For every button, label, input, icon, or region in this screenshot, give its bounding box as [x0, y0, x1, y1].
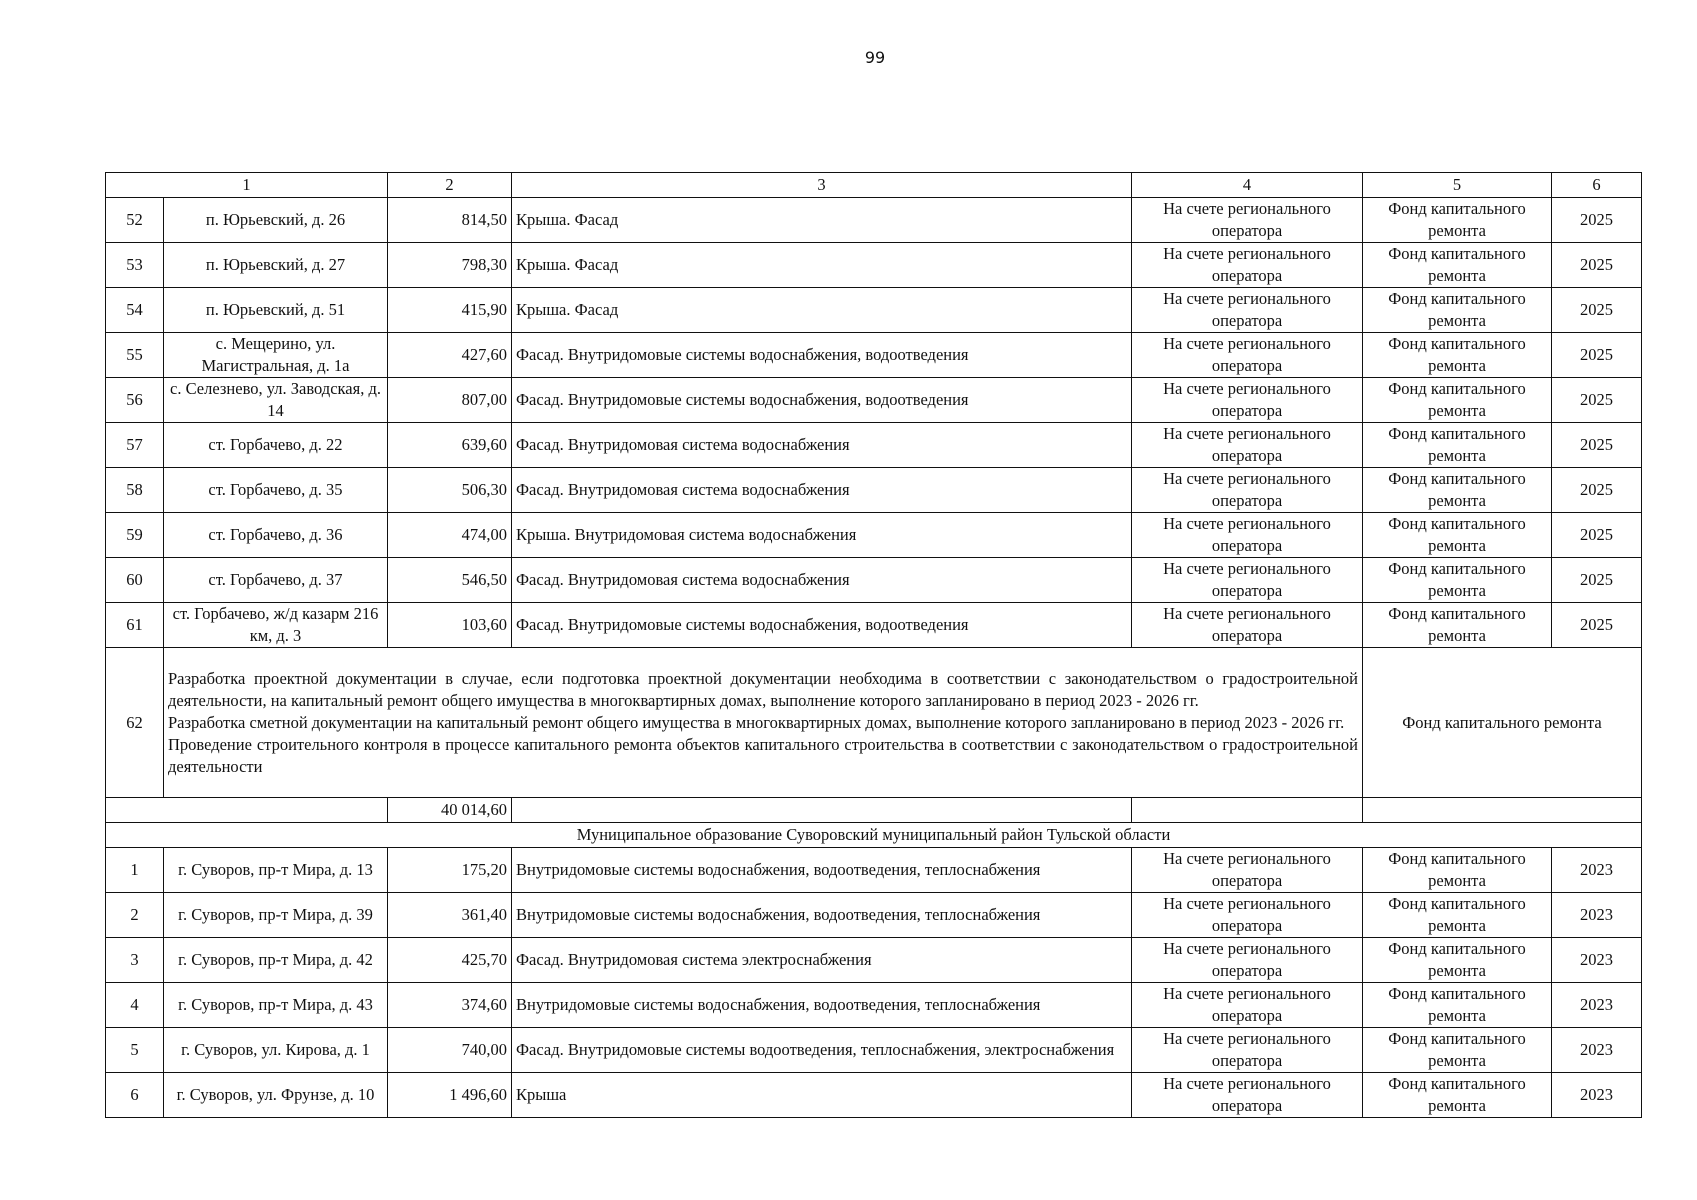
cost-cell: 374,60: [388, 983, 512, 1028]
page-number: 99: [864, 48, 886, 67]
account-cell: На счете регионального оператора: [1132, 558, 1363, 603]
row-number: 1: [106, 848, 164, 893]
year-cell: 2023: [1552, 938, 1642, 983]
table-row: [106, 938, 1642, 983]
year-cell: 2025: [1552, 513, 1642, 558]
account-cell: На счете регионального оператора: [1132, 938, 1363, 983]
work-type-cell: Внутридомовые системы водоснабжения, водоотведения, теплоснабжения: [512, 893, 1132, 938]
funding-source-cell: Фонд капитального ремонта: [1363, 558, 1552, 603]
table-row: [106, 983, 1642, 1028]
funding-source-cell: Фонд капитального ремонта: [1363, 198, 1552, 243]
account-cell: На счете регионального оператора: [1132, 513, 1363, 558]
account-cell: На счете регионального оператора: [1132, 893, 1363, 938]
table-row: [106, 468, 1642, 513]
row-number: 60: [106, 558, 164, 603]
address-cell: г. Суворов, пр-т Мира, д. 42: [164, 938, 388, 983]
row-number: 53: [106, 243, 164, 288]
account-cell: На счете регионального оператора: [1132, 333, 1363, 378]
funding-source-cell: Фонд капитального ремонта: [1363, 513, 1552, 558]
header-cell-1: 1: [106, 173, 388, 198]
address-cell: ст. Горбачево, д. 37: [164, 558, 388, 603]
cost-cell: 740,00: [388, 1028, 512, 1073]
table-row: [106, 198, 1642, 243]
account-cell: На счете регионального оператора: [1132, 983, 1363, 1028]
table-body: [106, 173, 1642, 1118]
row-number: 61: [106, 603, 164, 648]
row-number: 6: [106, 1073, 164, 1118]
cost-cell: 103,60: [388, 603, 512, 648]
address-cell: с. Мещерино, ул. Магистральная, д. 1а: [164, 333, 388, 378]
column-number-header: [106, 173, 1642, 198]
funding-source-cell: Фонд капитального ремонта: [1363, 938, 1552, 983]
row-number: 55: [106, 333, 164, 378]
table-row: [106, 1028, 1642, 1073]
table-row: [106, 243, 1642, 288]
table-row: [106, 603, 1642, 648]
funding-source-cell: Фонд капитального ремонта: [1363, 243, 1552, 288]
account-cell: На счете регионального оператора: [1132, 423, 1363, 468]
account-cell: На счете регионального оператора: [1132, 288, 1363, 333]
year-cell: 2025: [1552, 378, 1642, 423]
total-empty-cell: [1132, 798, 1363, 823]
cost-cell: 175,20: [388, 848, 512, 893]
row-number: 62: [106, 648, 164, 798]
row-number: 56: [106, 378, 164, 423]
work-type-cell: Фасад. Внутридомовые системы водоснабжения, водоотведения: [512, 333, 1132, 378]
design-works-description: [164, 648, 1363, 798]
year-cell: 2025: [1552, 288, 1642, 333]
year-cell: 2023: [1552, 1028, 1642, 1073]
design-works-paragraph-2: Разработка сметной документации на капитальный ремонт общего имущества в многоквартирных домах, выполнение которого запланировано в период 2023 - 2026 гг.: [168, 712, 1345, 732]
header-cell-6: 6: [1552, 173, 1642, 198]
total-label-cell: [106, 798, 388, 823]
row-number: 3: [106, 938, 164, 983]
header-cell-3: 3: [512, 173, 1132, 198]
design-works-paragraph-1: Разработка проектной документации в случае, если подготовка проектной документации необходима в соответствии с законодательством о градостроительной деятельности, на капитальный ремонт общего имущества в многоквартирных домах, выполнение которого запланировано в период 2023 - 2026 гг.: [168, 668, 1358, 710]
cost-cell: 807,00: [388, 378, 512, 423]
cost-cell: 474,00: [388, 513, 512, 558]
address-cell: г. Суворов, пр-т Мира, д. 13: [164, 848, 388, 893]
year-cell: 2023: [1552, 893, 1642, 938]
work-type-cell: Крыша. Фасад: [512, 243, 1132, 288]
funding-source-cell: Фонд капитального ремонта: [1363, 1028, 1552, 1073]
account-cell: На счете регионального оператора: [1132, 198, 1363, 243]
year-cell: 2023: [1552, 1073, 1642, 1118]
address-cell: п. Юрьевский, д. 27: [164, 243, 388, 288]
table-row: [106, 848, 1642, 893]
municipality-title: Муниципальное образование Суворовский муниципальный район Тульской области: [106, 823, 1642, 848]
cost-cell: 546,50: [388, 558, 512, 603]
work-type-cell: Фасад. Внутридомовая система водоснабжения: [512, 468, 1132, 513]
address-cell: ст. Горбачево, ж/д казарм 216 км, д. 3: [164, 603, 388, 648]
table-row: [106, 423, 1642, 468]
year-cell: 2025: [1552, 198, 1642, 243]
address-cell: г. Суворов, ул. Фрунзе, д. 10: [164, 1073, 388, 1118]
row-number: 54: [106, 288, 164, 333]
address-cell: г. Суворов, пр-т Мира, д. 39: [164, 893, 388, 938]
address-cell: ст. Горбачево, д. 35: [164, 468, 388, 513]
total-empty-cell: [1363, 798, 1642, 823]
cost-cell: 798,30: [388, 243, 512, 288]
account-cell: На счете регионального оператора: [1132, 848, 1363, 893]
total-cost: 40 014,60: [388, 798, 512, 823]
row-number: 59: [106, 513, 164, 558]
address-cell: п. Юрьевский, д. 26: [164, 198, 388, 243]
year-cell: 2025: [1552, 603, 1642, 648]
cost-cell: 427,60: [388, 333, 512, 378]
work-type-cell: Фасад. Внутридомовая система водоснабжения: [512, 558, 1132, 603]
funding-source-cell: Фонд капитального ремонта: [1363, 468, 1552, 513]
funding-source-cell: Фонд капитального ремонта: [1363, 983, 1552, 1028]
row-number: 52: [106, 198, 164, 243]
cost-cell: 639,60: [388, 423, 512, 468]
work-type-cell: Фасад. Внутридомовые системы водоснабжения, водоотведения: [512, 603, 1132, 648]
work-type-cell: Фасад. Внутридомовые системы водоснабжения, водоотведения: [512, 378, 1132, 423]
work-type-cell: Крыша: [512, 1073, 1132, 1118]
funding-source-cell: Фонд капитального ремонта: [1363, 333, 1552, 378]
funding-source-cell: Фонд капитального ремонта: [1363, 893, 1552, 938]
table-row: [106, 893, 1642, 938]
address-cell: г. Суворов, ул. Кирова, д. 1: [164, 1028, 388, 1073]
table-row: [106, 558, 1642, 603]
work-type-cell: Внутридомовые системы водоснабжения, водоотведения, теплоснабжения: [512, 848, 1132, 893]
address-cell: ст. Горбачево, д. 36: [164, 513, 388, 558]
table-row: [106, 288, 1642, 333]
work-type-cell: Фасад. Внутридомовые системы водоотведения, теплоснабжения, электроснабжения: [512, 1028, 1132, 1073]
header-cell-5: 5: [1363, 173, 1552, 198]
table-row-design-works: [106, 648, 1642, 798]
row-number: 58: [106, 468, 164, 513]
repair-plan-table: [105, 172, 1642, 1118]
header-cell-4: 4: [1132, 173, 1363, 198]
funding-source-cell: Фонд капитального ремонта: [1363, 423, 1552, 468]
header-cell-2: 2: [388, 173, 512, 198]
cost-cell: 415,90: [388, 288, 512, 333]
section-header-row: [106, 823, 1642, 848]
cost-cell: 425,70: [388, 938, 512, 983]
year-cell: 2025: [1552, 333, 1642, 378]
year-cell: 2023: [1552, 848, 1642, 893]
year-cell: 2025: [1552, 558, 1642, 603]
account-cell: На счете регионального оператора: [1132, 243, 1363, 288]
cost-cell: 814,50: [388, 198, 512, 243]
cost-cell: 506,30: [388, 468, 512, 513]
funding-source-cell: Фонд капитального ремонта: [1363, 288, 1552, 333]
funding-source-cell: Фонд капитального ремонта: [1363, 1073, 1552, 1118]
account-cell: На счете регионального оператора: [1132, 468, 1363, 513]
account-cell: На счете регионального оператора: [1132, 1073, 1363, 1118]
funding-source-cell: Фонд капитального ремонта: [1363, 603, 1552, 648]
row-number: 5: [106, 1028, 164, 1073]
cost-cell: 1 496,60: [388, 1073, 512, 1118]
address-cell: п. Юрьевский, д. 51: [164, 288, 388, 333]
account-cell: На счете регионального оператора: [1132, 378, 1363, 423]
table-row: [106, 378, 1642, 423]
row-number: 4: [106, 983, 164, 1028]
row-number: 57: [106, 423, 164, 468]
work-type-cell: Крыша. Фасад: [512, 288, 1132, 333]
address-cell: г. Суворов, пр-т Мира, д. 43: [164, 983, 388, 1028]
year-cell: 2023: [1552, 983, 1642, 1028]
account-cell: На счете регионального оператора: [1132, 603, 1363, 648]
funding-source-cell: Фонд капитального ремонта: [1363, 848, 1552, 893]
total-row: [106, 798, 1642, 823]
table-row: [106, 513, 1642, 558]
funding-source-cell: Фонд капитального ремонта: [1363, 378, 1552, 423]
work-type-cell: Крыша. Фасад: [512, 198, 1132, 243]
account-cell: На счете регионального оператора: [1132, 1028, 1363, 1073]
year-cell: 2025: [1552, 423, 1642, 468]
address-cell: ст. Горбачево, д. 22: [164, 423, 388, 468]
row-number: 2: [106, 893, 164, 938]
work-type-cell: Фасад. Внутридомовая система электроснабжения: [512, 938, 1132, 983]
work-type-cell: Крыша. Внутридомовая система водоснабжения: [512, 513, 1132, 558]
address-cell: с. Селезнево, ул. Заводская, д. 14: [164, 378, 388, 423]
funding-source-cell: Фонд капитального ремонта: [1363, 648, 1642, 798]
year-cell: 2025: [1552, 468, 1642, 513]
cost-cell: 361,40: [388, 893, 512, 938]
work-type-cell: Внутридомовые системы водоснабжения, водоотведения, теплоснабжения: [512, 983, 1132, 1028]
table-row: [106, 1073, 1642, 1118]
total-empty-cell: [512, 798, 1132, 823]
table-row: [106, 333, 1642, 378]
year-cell: 2025: [1552, 243, 1642, 288]
work-type-cell: Фасад. Внутридомовая система водоснабжения: [512, 423, 1132, 468]
design-works-paragraph-3: Проведение строительного контроля в процессе капитального ремонта объектов капитального строительства в соответствии с законодательством о градостроительной деятельности: [168, 734, 1358, 776]
